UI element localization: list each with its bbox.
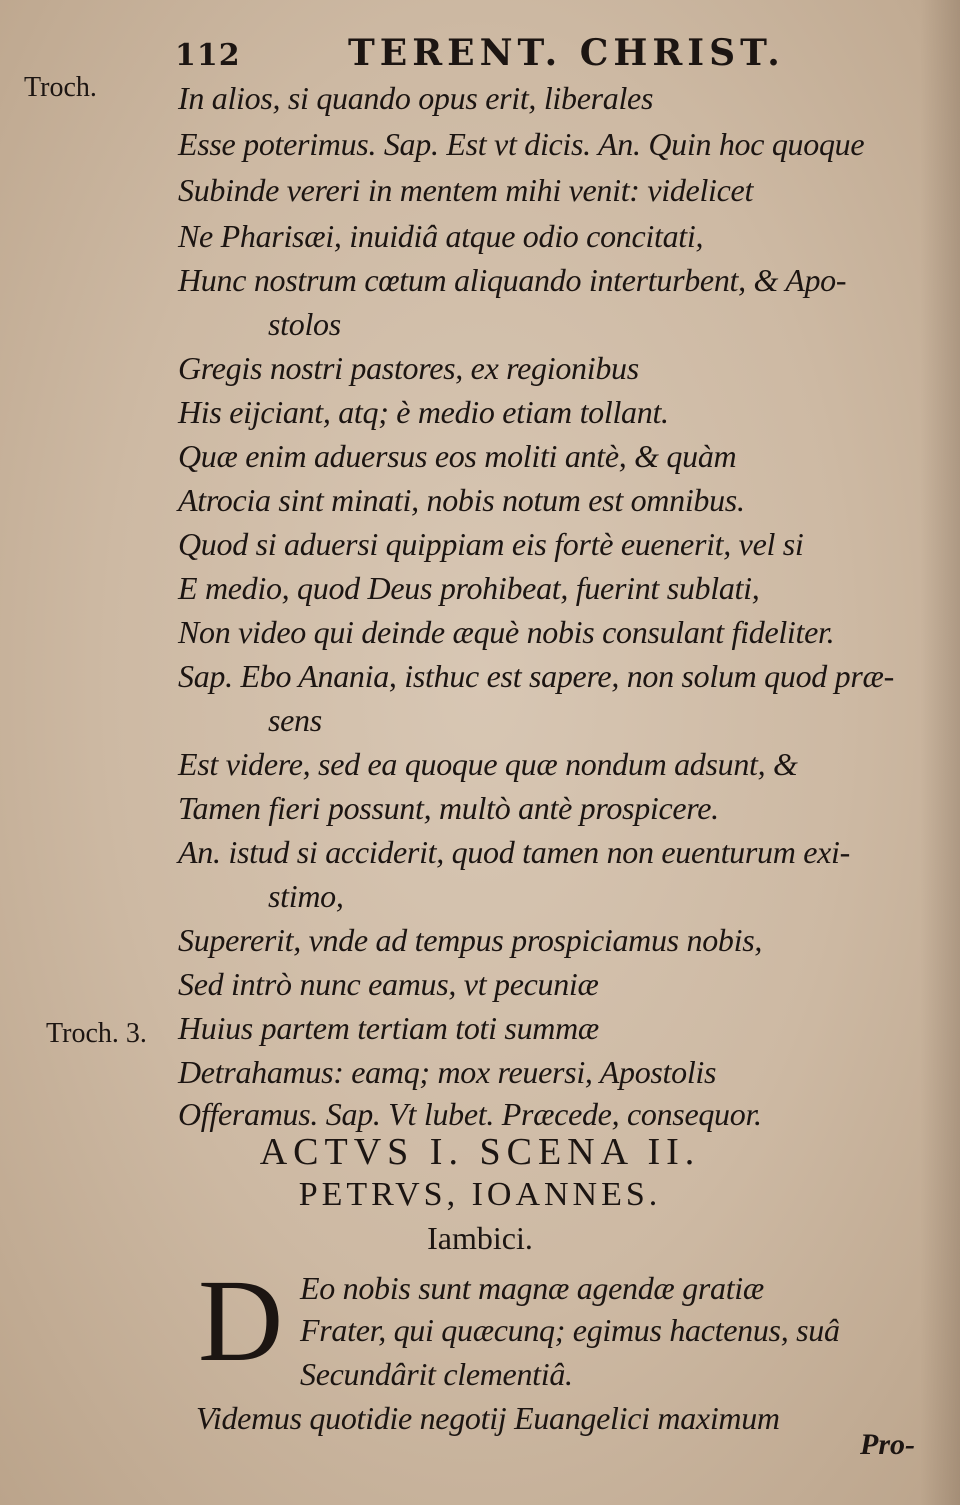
running-title: TERENT. CHRIST.	[348, 32, 785, 74]
verse-line: Sed intrò nunc eamus, vt pecuniæ	[178, 966, 599, 1002]
scene-line: Secundârit clementiâ.	[300, 1356, 573, 1392]
verse-line: stolos	[268, 306, 341, 342]
margin-note-troch-3: Troch. 3.	[46, 1018, 147, 1049]
verse-line: Esse poterimus. Sap. Est vt dicis. An. Quin hoc quoque	[178, 126, 865, 162]
verse-line: His eijciant, atq; è medio etiam tollant.	[178, 394, 669, 430]
folio-number: 112	[175, 38, 241, 73]
verse-line: Sap. Ebo Anania, isthuc est sapere, non solum quod præ-	[178, 658, 894, 694]
catchword: Pro-	[860, 1428, 915, 1461]
verse-line: Gregis nostri pastores, ex regionibus	[178, 350, 639, 386]
scene-line: Eo nobis sunt magnæ agendæ gratiæ	[300, 1270, 764, 1306]
verse-line: stimo,	[268, 878, 344, 914]
verse-line: Subinde vereri in mentem mihi venit: videlicet	[178, 172, 754, 208]
verse-line: Non video qui deinde æquè nobis consulant fideliter.	[178, 614, 835, 650]
scene-line: Videmus quotidie negotij Euangelici maximum	[196, 1400, 780, 1436]
verse-line: An. istud si acciderit, quod tamen non euenturum exi-	[178, 834, 850, 870]
page-edge-shadow	[920, 0, 960, 1505]
verse-line: In alios, si quando opus erit, liberales	[178, 80, 654, 116]
verse-line: Offeramus. Sap. Vt lubet. Præcede, consequor.	[178, 1096, 762, 1132]
verse-line: Atrocia sint minati, nobis notum est omnibus.	[178, 482, 745, 518]
verse-line: Supererit, vnde ad tempus prospiciamus nobis,	[178, 922, 763, 958]
drop-cap: D	[198, 1255, 284, 1386]
verse-line: Quæ enim aduersus eos moliti antè, & quàm	[178, 438, 737, 474]
verse-line: Huius partem tertiam toti summæ	[178, 1010, 599, 1046]
verse-line: sens	[268, 702, 322, 738]
verse-line: Detrahamus: eamq; mox reuersi, Apostolis	[178, 1054, 717, 1090]
act-scene-heading: ACTVS I. SCENA II.	[259, 1131, 701, 1173]
verse-line: Quod si aduersi quippiam eis fortè euenerit, vel si	[178, 526, 804, 562]
verse-line: Ne Pharisæi, inuidiâ atque odio concitati,	[178, 218, 704, 254]
verse-line: Est videre, sed ea quoque quæ nondum adsunt, &	[178, 746, 798, 782]
verse-line: Tamen fieri possunt, multò antè prospicere.	[178, 790, 719, 826]
meter-label: Iambici.	[427, 1220, 533, 1256]
verse-line: E medio, quod Deus prohibeat, fuerint sublati,	[178, 570, 760, 606]
running-head	[0, 18, 960, 74]
verse-line: Hunc nostrum cœtum aliquando interturbent, & Apo-	[178, 262, 847, 298]
scene-line: Frater, qui quæcunq; egimus hactenus, suâ	[300, 1312, 840, 1348]
scene-persons: PETRVS, IOANNES.	[298, 1176, 662, 1213]
margin-note-troch: Troch.	[24, 72, 97, 103]
